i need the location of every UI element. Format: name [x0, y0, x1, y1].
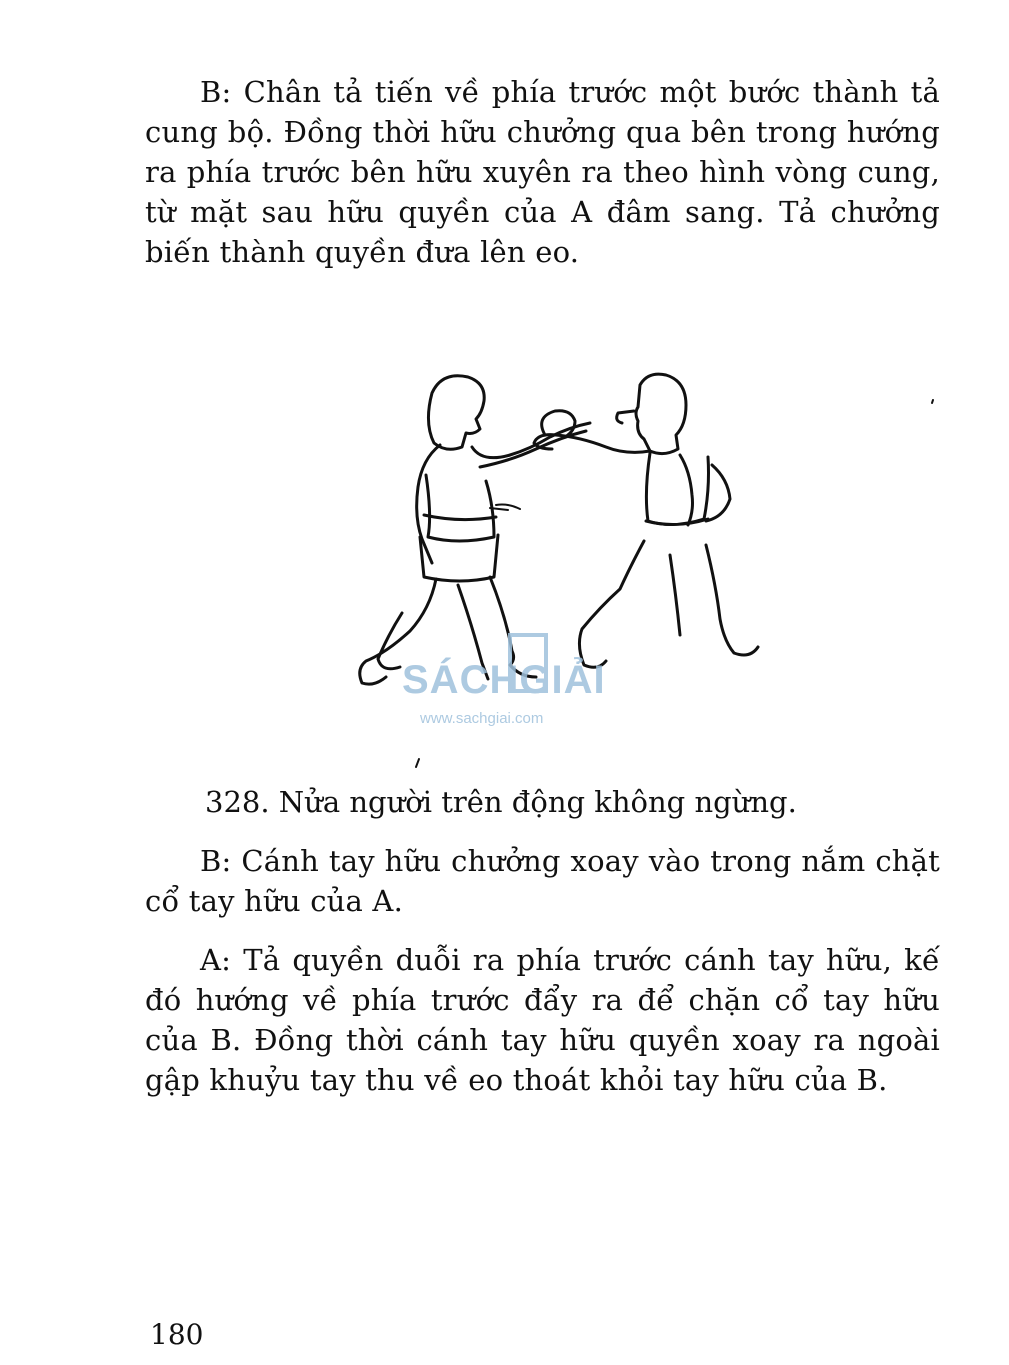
watermark-logo: [402, 635, 606, 727]
page-number: 180: [150, 1318, 204, 1351]
paragraph-3: A: Tả quyền duỗi ra phía trước cánh tay hữu, kế đó hướng về phía trước đẩy ra để chặn cổ tay hữu của B. Đồng thời cánh tay hữu quyền xoay ra ngoài gập khuỷu tay thu về eo thoát khỏi tay hữu của B.: [145, 943, 940, 1097]
fighter-a-figure: [360, 376, 590, 684]
watermark-url: www.sachgiai.com: [420, 710, 544, 727]
martial-arts-illustration-icon: [340, 355, 940, 775]
paragraph-1: B: Chân tả tiến về phía trước một bước thành tả cung bộ. Đồng thời hữu chưởng qua bên trong hướng ra phía trước bên hữu xuyên ra theo hình vòng cung, từ mặt sau hữu quyền của A đâm sang. Tả chưởng biến thành quyền đưa lên eo.: [145, 75, 940, 269]
section-heading: 328. Nửa người trên động không ngừng.: [205, 785, 797, 819]
fighter-b-figure: [534, 374, 758, 667]
paragraph-2: B: Cánh tay hữu chưởng xoay vào trong nắm chặt cổ tay hữu của A.: [145, 844, 940, 918]
watermark-brand: SÁCHGIẢI: [402, 658, 606, 702]
